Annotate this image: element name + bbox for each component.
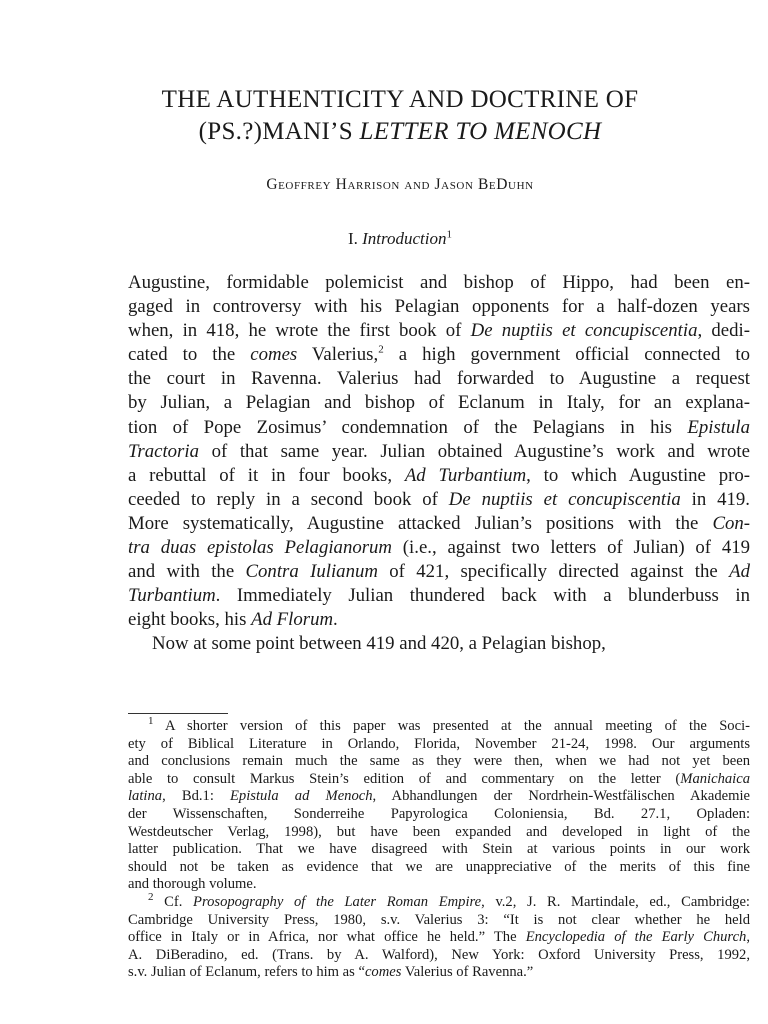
text-run: Westdeutscher Verlag, 1998), but have been expanded and developed in light of the [128,823,750,840]
text-run: Now at some point between 419 and 420, a Pelagian bishop, [152,633,606,655]
italic-run: Ad [729,561,750,583]
footnote-line [128,912,750,930]
footnote-line [128,891,750,912]
text-run: der Wissenschaften, Sonderreihe Papyrologica Coloniensia, Bd. 27.1, Opladen: [128,805,750,822]
text-run: A shorter version of this paper was presented at the annual meeting of the Soci- [153,718,750,734]
text-run: ceeded to reply in a second book of [128,488,449,510]
text-run: Valerius of Ravenna.” [401,964,534,981]
body-line [128,367,750,391]
text-run: A. DiBeradino, ed. (Trans. by A. Walford), New York: Oxford University Press, 1992, [128,946,750,963]
body-line [128,271,750,295]
footnote-marker: 1 [148,715,154,728]
italic-run: Prosopography of the Later Roman Empire [193,893,482,910]
text-run: Cambridge University Press, 1980, s.v. Valerius 3: “It is not clear whether he held [128,911,750,928]
title-line-2-prefix: (PS.?)MANI’S [198,118,360,145]
text-run: and conclusions remain much the same as they were then, when we had not yet been [128,753,750,770]
footnote-line [128,753,750,771]
italic-run: Manichaica [680,770,750,787]
body-line [128,391,750,415]
text-run: gaged in controversy with his Pelagian opponents for a half-dozen years [128,296,750,318]
italic-run: comes [250,344,298,366]
text-run: More systematically, Augustine attacked Julian’s positions with the [128,512,713,534]
text-run: tion of Pope Zosimus’ condemnation of the Pelagians in his [128,416,688,438]
section-heading [100,229,700,249]
text-run: by Julian, a Pelagian and bishop of Eclanum in Italy, for an explana- [128,392,750,414]
text-run: , to which Augustine pro- [526,464,750,486]
text-run: , [746,929,750,946]
body-line [128,319,750,343]
text-run: ety of Biblical Literature in Orlando, Florida, November 21-24, 1998. Our arguments [128,735,750,752]
footnote-line [128,806,750,824]
author-names: Geoffrey Harrison and Jason BeDuhn [266,176,534,193]
text-run: . [333,609,338,631]
italic-run: Ad Turbantium [404,464,527,486]
body-text [128,271,750,657]
footnote-line [128,824,750,842]
italic-run: Contra Iulianum [245,561,378,583]
text-run: should not be taken as evidence that we are unappreciative of the merits of this fine [128,858,750,875]
italic-run: De nuptiis et concupiscentia [470,320,698,342]
body-line [128,440,750,464]
italic-run: tra duas epistolas Pelagianorum [128,537,392,559]
section-footnote-ref: 1 [446,228,453,241]
text-run: the court in Ravenna. Valerius had forwarded to Augustine a request [128,368,750,390]
footnote-line [128,964,750,982]
footnote-line [128,715,750,736]
section-number: I. [347,229,363,248]
article-title [100,84,700,148]
italic-run: comes [364,964,402,981]
text-run: eight books, his [128,609,252,631]
text-run: and thorough volume. [128,876,257,893]
text-run: a rebuttal of it in four books, [128,464,405,486]
body-line [128,536,750,560]
section-title: Introduction [362,229,447,248]
footnote-line [128,859,750,877]
footnote-line [128,929,750,947]
italic-run: Tractoria [128,440,199,462]
italic-run: Ad Florum [251,609,334,631]
text-run: , v.2, J. R. Martindale, ed., Cambridge: [481,893,750,910]
title-line-2 [100,116,700,148]
text-run: office in Italy or in Africa, nor what office he held.” The [128,929,526,946]
italic-run: Epistula [687,416,750,438]
body-line [128,584,750,608]
italic-run: De nuptiis et concupiscentia [448,488,681,510]
body-line [128,560,750,584]
italic-run: Epistula ad Menoch [230,788,373,805]
text-run: , dedi- [697,320,750,342]
footnote-line [128,947,750,965]
text-run: Valerius, [297,344,379,366]
text-run: , Abhandlungen der Nordrhein-Westfälischen Akademie [372,788,750,805]
footnote-line [128,841,750,859]
body-line [128,295,750,319]
body-line [128,608,750,632]
text-run: . Immediately Julian thundered back with a blunderbuss in [215,585,750,607]
text-run: cated to the [128,344,251,366]
body-line [128,416,750,440]
body-line [128,488,750,512]
italic-run: Con- [712,512,750,534]
italic-run: Turbantium [128,585,216,607]
text-run: of 421, specifically directed against the [377,561,730,583]
text-run: , Bd.1: [162,788,231,805]
text-run: latter publication. That we have disagreed with Stein at various points in our work [128,841,750,858]
text-run: s.v. Julian of Eclanum, refers to him as “ [128,964,365,981]
footnote-marker: 2 [148,891,154,904]
text-run: able to consult Markus Stein’s edition of and commentary on the letter ( [128,770,681,787]
title-line-1: THE AUTHENTICITY AND DOCTRINE OF [161,86,639,113]
body-line [128,343,750,367]
footnote-line [128,771,750,789]
text-run: Cf. [153,893,194,910]
italic-run: latina [128,788,163,805]
text-run: Augustine, formidable polemicist and bishop of Hippo, had been en- [128,272,750,293]
text-run: when, in 418, he wrote the first book of [128,320,471,342]
body-line [128,512,750,536]
italic-run: Encyclopedia of the Early Church [525,929,747,946]
text-run: a high government official connected to [383,344,750,366]
text-run: in 419. [680,488,750,510]
footnote-line [128,876,750,894]
footnote-line [128,736,750,754]
footnote-marker: 2 [378,344,384,357]
footnote-line [128,788,750,806]
text-run: of that same year. Julian obtained Augustine’s work and wrote [198,440,750,462]
body-line [128,464,750,488]
text-run: (i.e., against two letters of Julian) of 419 [392,537,750,559]
footnotes [128,715,750,982]
footnote-divider [128,713,228,714]
text-run: and with the [128,561,246,583]
body-line [128,632,750,656]
title-line-2-italic: LETTER TO MENOCH [359,118,602,145]
